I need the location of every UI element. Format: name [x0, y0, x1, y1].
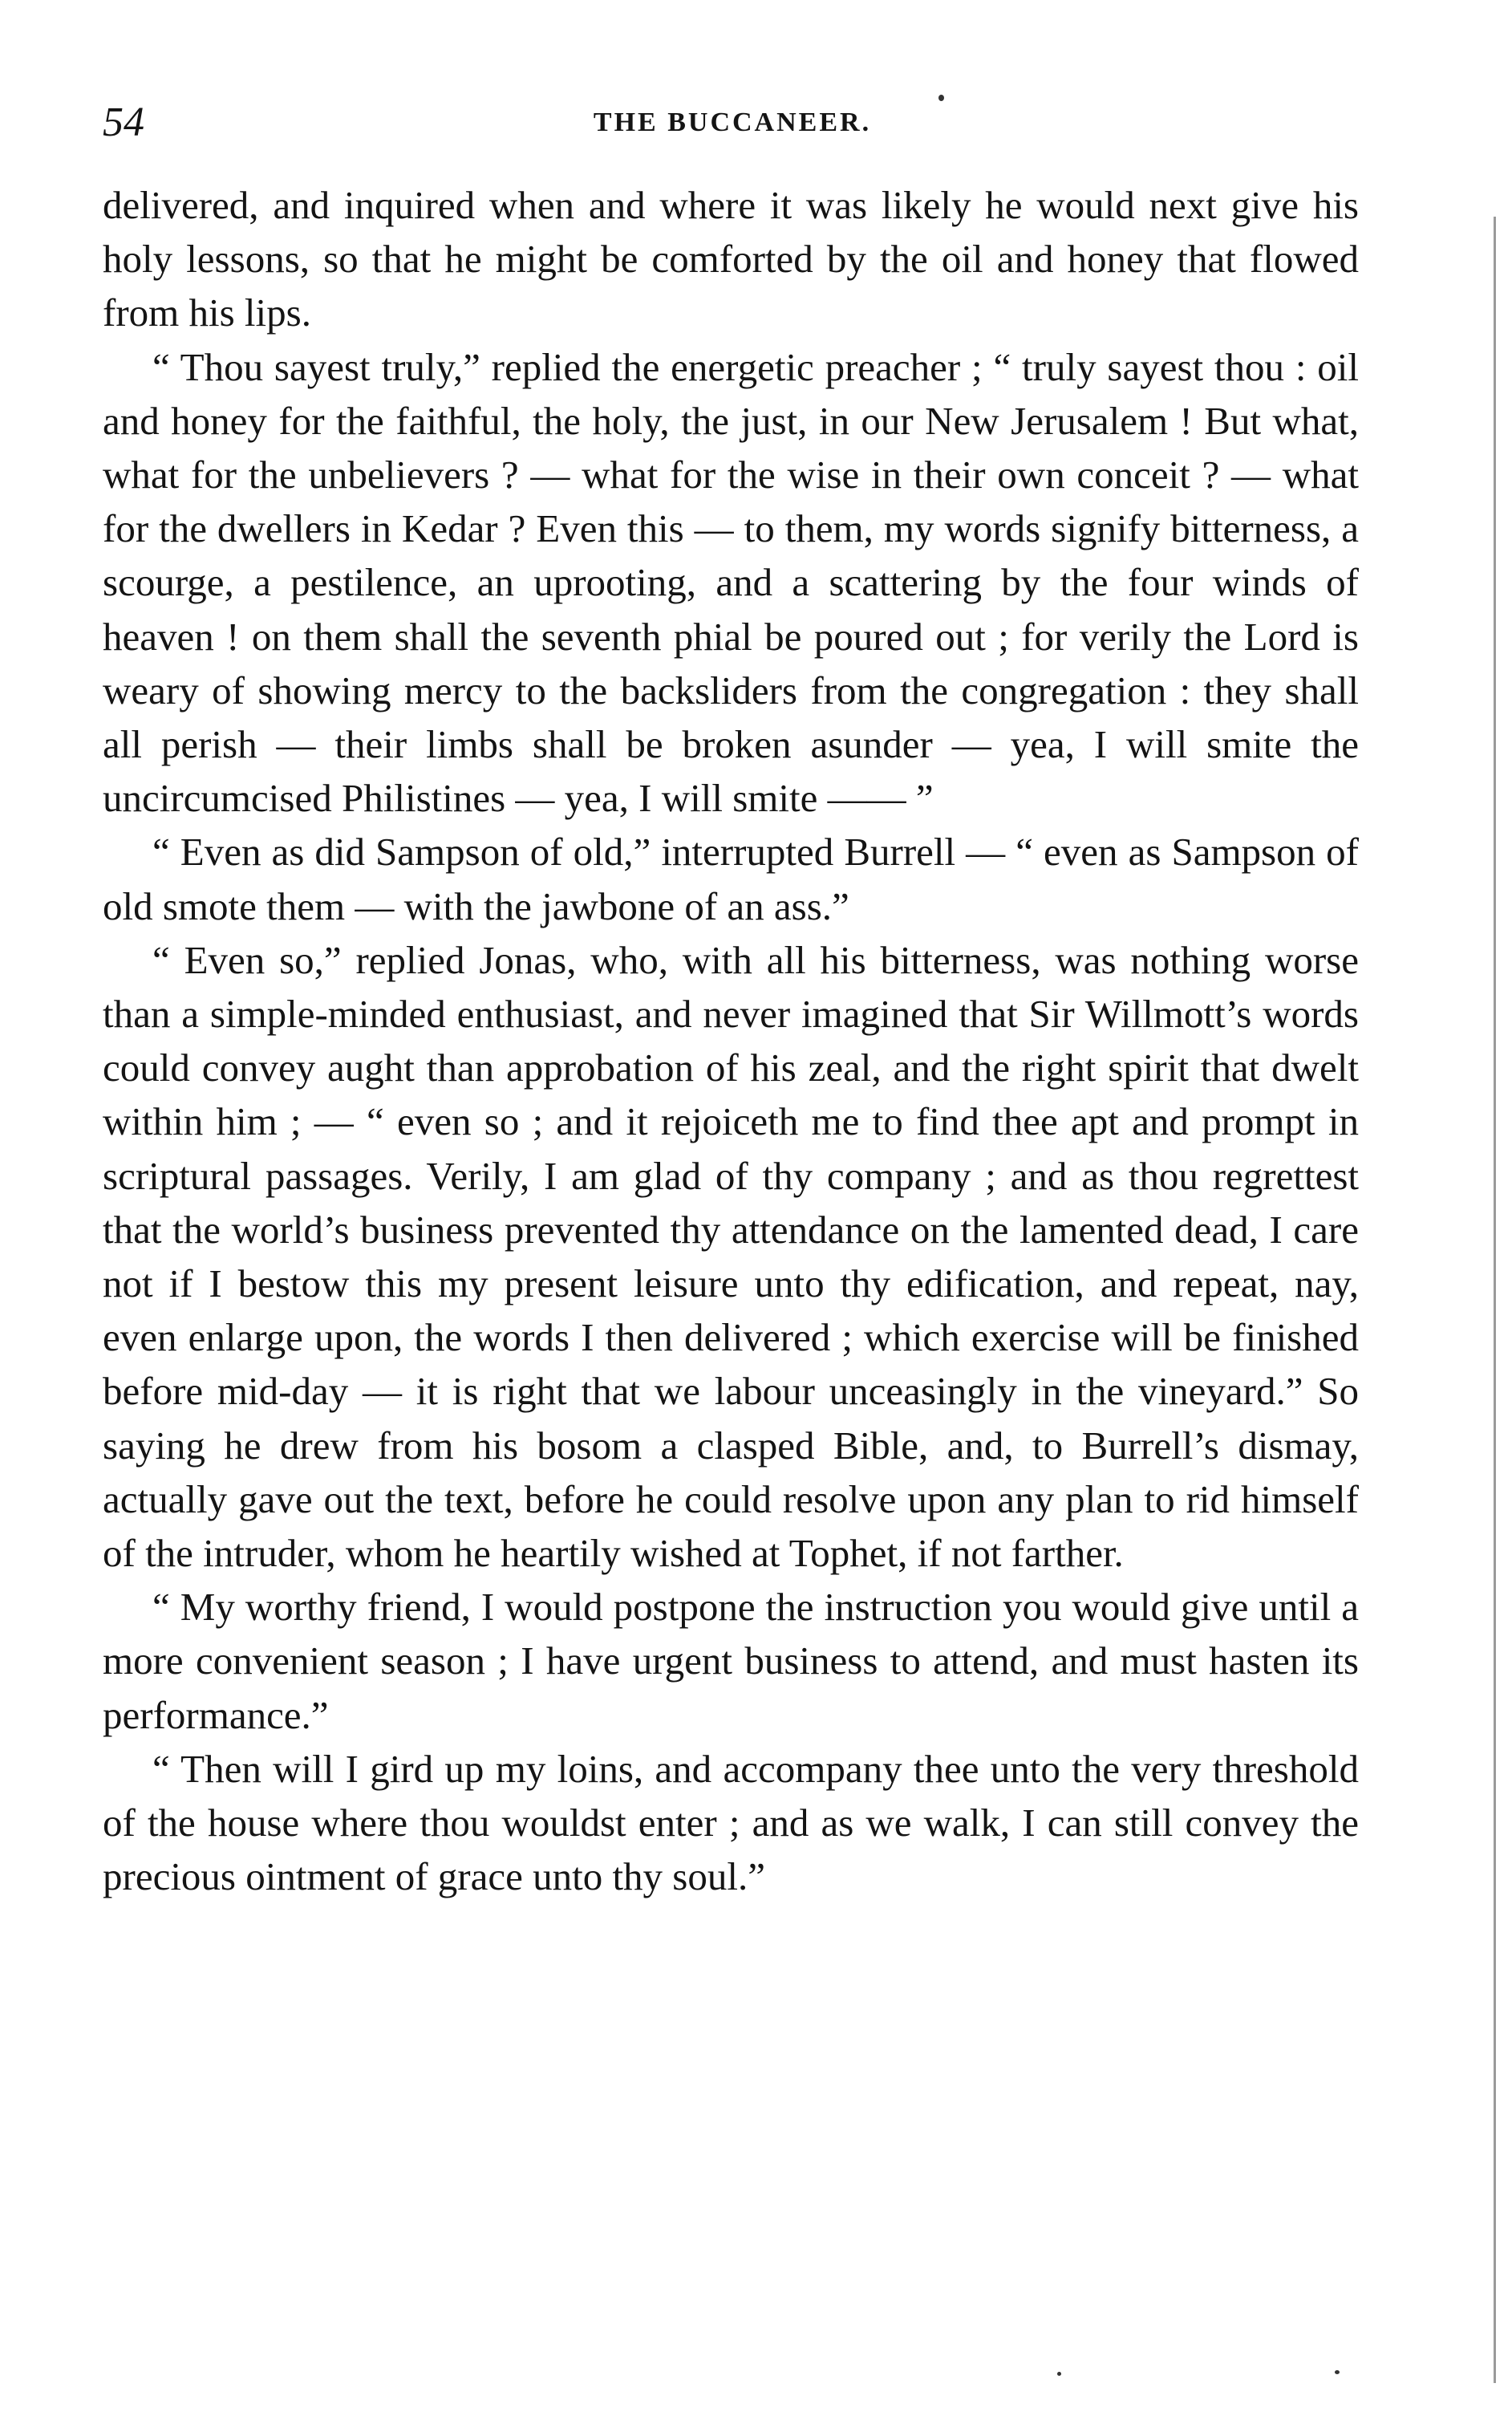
ink-speck: [1335, 2370, 1340, 2374]
paragraph: “ My worthy friend, I would postpone the instruction you would give until a more convenient season ; I have urgent business to attend, and must hasten its performance.”: [103, 1585, 1359, 1737]
paragraph: “ Thou sayest truly,” replied the energetic preacher ; “ truly sayest thou : oil and honey for the faithful, the holy, the just, in our New Jerusalem ! But what, what for the unbelievers ? — what for the wise in their own conceit ? — what for the dwellers in Kedar ? Even this — to them, my words signify bitterness, a scourge, a pestilence, an uprooting, and a scattering by the four winds of heaven ! on them shall the seventh phial be poured out ; for verily the Lord is weary of showing mercy to the backsliders from the congregation : they shall all perish — their limbs shall be broken asunder — yea, I will smite the uncircumcised Philistines — yea, I will smite —— ”: [103, 344, 1359, 821]
running-title: THE BUCCANEER.: [593, 108, 872, 137]
running-head: [103, 95, 1362, 151]
ink-speck: [1057, 2372, 1061, 2376]
page-edge-shadow: [1494, 217, 1496, 2383]
paragraph: “ Even as did Sampson of old,” interrupted Burrell — “ even as Sampson of old smote them — with the jawbone of an ass.”: [103, 830, 1359, 928]
page-number: 54: [103, 99, 144, 145]
ink-speck: [938, 95, 944, 101]
paragraph: “ Even so,” replied Jonas, who, with all his bitterness, was nothing worse than a simple-minded enthusiast, and never imagined that Sir Willmott’s words could convey aught than approbation of his zeal, and the right spirit that dwelt within him ; — “ even so ; and it rejoiceth me to find thee apt and prompt in scriptural passages. Verily, I am glad of thy company ; and as thou regrettest that the world’s business prevented thy attendance on the lamented dead, I care not if I bestow this my present leisure unto thy edification, and repeat, nay, even enlarge upon, the words I then delivered ; which exercise will be finished before mid-day — it is right that we labour unceasingly in the vineyard.” So saying he drew from his bosom a clasped Bible, and, to Burrell’s dismay, actually gave out the text, before he could resolve upon any plan to rid himself of the intruder, whom he heartily wished at Tophet, if not farther.: [103, 937, 1359, 1576]
body-text: [103, 178, 1359, 1904]
paragraph: delivered, and inquired when and where it was likely he would next give his holy lessons, so that he might be comforted by the oil and honey that flowed from his lips.: [103, 183, 1359, 335]
paragraph: “ Then will I gird up my loins, and accompany thee unto the very threshold of the house where thou wouldst enter ; and as we walk, I can still convey the precious ointment of grace unto thy soul.”: [103, 1746, 1359, 1899]
